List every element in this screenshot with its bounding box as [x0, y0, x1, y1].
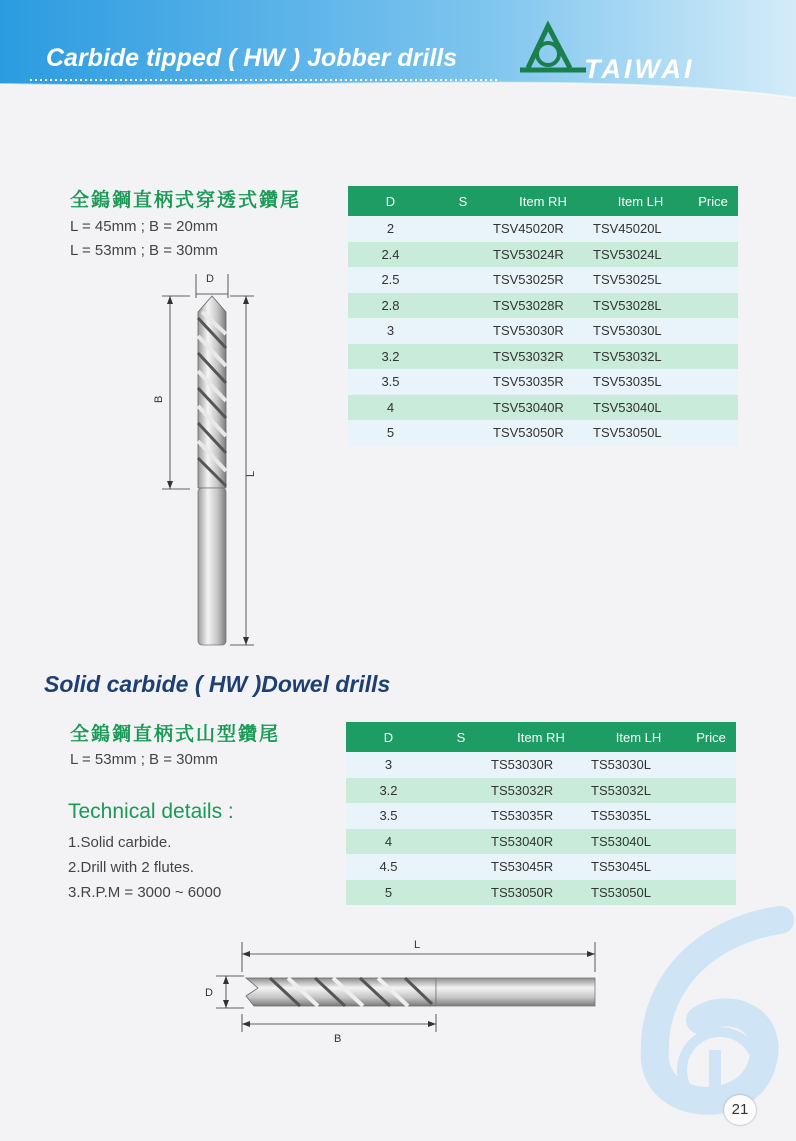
cell-item-lh: TS53040L — [591, 829, 686, 855]
cell-item-rh: TSV53028R — [493, 293, 593, 319]
header-d: D — [346, 722, 431, 752]
cell-s — [431, 854, 491, 880]
cell-price — [686, 854, 736, 880]
cell-item-lh: TSV53035L — [593, 369, 688, 395]
table-row — [348, 318, 738, 344]
cell-d: 5 — [348, 420, 433, 446]
brand-emblem-icon — [520, 20, 590, 80]
table-row — [348, 344, 738, 370]
cell-price — [688, 216, 738, 242]
cell-d: 2.4 — [348, 242, 433, 268]
tech-item: 3.R.P.M = 3000 ~ 6000 — [68, 884, 222, 901]
cell-d: 2.5 — [348, 267, 433, 293]
cell-s — [431, 803, 491, 829]
cell-item-lh: TSV53050L — [593, 420, 688, 446]
cell-price — [688, 369, 738, 395]
table-row — [348, 242, 738, 268]
cell-item-lh: TS53032L — [591, 778, 686, 804]
cell-s — [433, 344, 493, 370]
cell-s — [431, 778, 491, 804]
tech-item: 1.Solid carbide. — [68, 834, 172, 851]
cell-item-rh: TS53050R — [491, 880, 591, 906]
section1-chinese-title: 全鎢鋼直柄式穿透式鑽尾 — [70, 189, 302, 211]
header-item-lh: Item LH — [591, 722, 686, 752]
cell-price — [688, 318, 738, 344]
cell-d: 4 — [348, 395, 433, 421]
jobber-drill-diagram — [150, 268, 270, 648]
dowel-drill-diagram — [200, 936, 600, 1046]
cell-d: 3.5 — [346, 803, 431, 829]
table-header-row — [346, 722, 736, 752]
dim-l-label: L — [245, 470, 257, 477]
cell-d: 2.8 — [348, 293, 433, 319]
technical-details-title: Technical details : — [68, 800, 234, 823]
tech-item: 2.Drill with 2 flutes. — [68, 859, 194, 876]
cell-item-rh: TS53040R — [491, 829, 591, 855]
dim-b-label: B — [334, 1033, 342, 1045]
cell-s — [431, 829, 491, 855]
header-item-lh: Item LH — [593, 186, 688, 216]
table-row — [348, 369, 738, 395]
cell-item-lh: TSV53040L — [593, 395, 688, 421]
page-number: 21 — [724, 1095, 756, 1125]
cell-item-lh: TS53035L — [591, 803, 686, 829]
cell-item-lh: TS53030L — [591, 752, 686, 778]
header-d: D — [348, 186, 433, 216]
header-item-rh: Item RH — [493, 186, 593, 216]
cell-s — [433, 216, 493, 242]
cell-s — [433, 420, 493, 446]
cell-item-rh: TSV53025R — [493, 267, 593, 293]
cell-item-rh: TS53035R — [491, 803, 591, 829]
table-row — [346, 880, 736, 906]
table-row — [346, 778, 736, 804]
cell-price — [688, 242, 738, 268]
cell-price — [688, 420, 738, 446]
section2-table — [346, 722, 736, 905]
header-price: Price — [688, 186, 738, 216]
section1-spec-2: L = 53mm ; B = 30mm — [70, 242, 218, 259]
cell-item-rh: TS53045R — [491, 854, 591, 880]
header-s: S — [431, 722, 491, 752]
cell-item-lh: TSV53028L — [593, 293, 688, 319]
table-row — [346, 854, 736, 880]
section1-table — [348, 186, 738, 446]
table-row — [346, 829, 736, 855]
cell-price — [688, 267, 738, 293]
cell-s — [431, 752, 491, 778]
cell-price — [686, 803, 736, 829]
section2-spec-1: L = 53mm ; B = 30mm — [70, 751, 218, 768]
cell-price — [686, 880, 736, 906]
cell-d: 3.5 — [348, 369, 433, 395]
cell-s — [433, 318, 493, 344]
cell-d: 4.5 — [346, 854, 431, 880]
section1-spec-1: L = 45mm ; B = 20mm — [70, 218, 218, 235]
header-price: Price — [686, 722, 736, 752]
dim-d-label: D — [206, 273, 214, 285]
cell-item-lh: TSV45020L — [593, 216, 688, 242]
cell-price — [688, 344, 738, 370]
header-s: S — [433, 186, 493, 216]
header-banner — [0, 0, 796, 100]
cell-item-lh: TSV53030L — [593, 318, 688, 344]
cell-s — [431, 880, 491, 906]
cell-item-rh: TS53030R — [491, 752, 591, 778]
cell-price — [686, 829, 736, 855]
cell-item-lh: TSV53032L — [593, 344, 688, 370]
table-row — [348, 293, 738, 319]
dim-b-label: B — [153, 395, 165, 403]
table-row — [348, 216, 738, 242]
cell-item-rh: TSV53035R — [493, 369, 593, 395]
section2-chinese-title: 全鎢鋼直柄式山型鑽尾 — [70, 723, 281, 745]
cell-price — [688, 293, 738, 319]
section2-title: Solid carbide ( HW )Dowel drills — [44, 671, 391, 697]
cell-s — [433, 267, 493, 293]
cell-d: 2 — [348, 216, 433, 242]
cell-item-lh: TSV53025L — [593, 267, 688, 293]
cell-item-rh: TSV53050R — [493, 420, 593, 446]
cell-d: 3 — [346, 752, 431, 778]
table-row — [346, 752, 736, 778]
table-row — [348, 420, 738, 446]
cell-d: 3 — [348, 318, 433, 344]
cell-item-rh: TS53032R — [491, 778, 591, 804]
cell-d: 3.2 — [348, 344, 433, 370]
cell-price — [686, 752, 736, 778]
cell-item-rh: TSV45020R — [493, 216, 593, 242]
cell-item-lh: TSV53024L — [593, 242, 688, 268]
page-title: Carbide tipped ( HW ) Jobber drills — [46, 44, 458, 72]
brand-name: TAIWAI — [584, 54, 695, 84]
dim-d-label: D — [205, 987, 213, 999]
cell-item-rh: TSV53032R — [493, 344, 593, 370]
cell-price — [688, 395, 738, 421]
table-row — [346, 803, 736, 829]
cell-item-lh: TS53045L — [591, 854, 686, 880]
cell-d: 5 — [346, 880, 431, 906]
dim-l-label: L — [414, 939, 421, 951]
brand-logo — [520, 20, 790, 90]
cell-s — [433, 242, 493, 268]
cell-s — [433, 293, 493, 319]
table-row — [348, 267, 738, 293]
cell-s — [433, 369, 493, 395]
table-header-row — [348, 186, 738, 216]
decorative-numeral — [630, 890, 796, 1120]
cell-d: 4 — [346, 829, 431, 855]
cell-item-rh: TSV53024R — [493, 242, 593, 268]
cell-price — [686, 778, 736, 804]
cell-item-lh: TS53050L — [591, 880, 686, 906]
cell-item-rh: TSV53040R — [493, 395, 593, 421]
cell-item-rh: TSV53030R — [493, 318, 593, 344]
cell-s — [433, 395, 493, 421]
table-row — [348, 395, 738, 421]
header-item-rh: Item RH — [491, 722, 591, 752]
cell-d: 3.2 — [346, 778, 431, 804]
